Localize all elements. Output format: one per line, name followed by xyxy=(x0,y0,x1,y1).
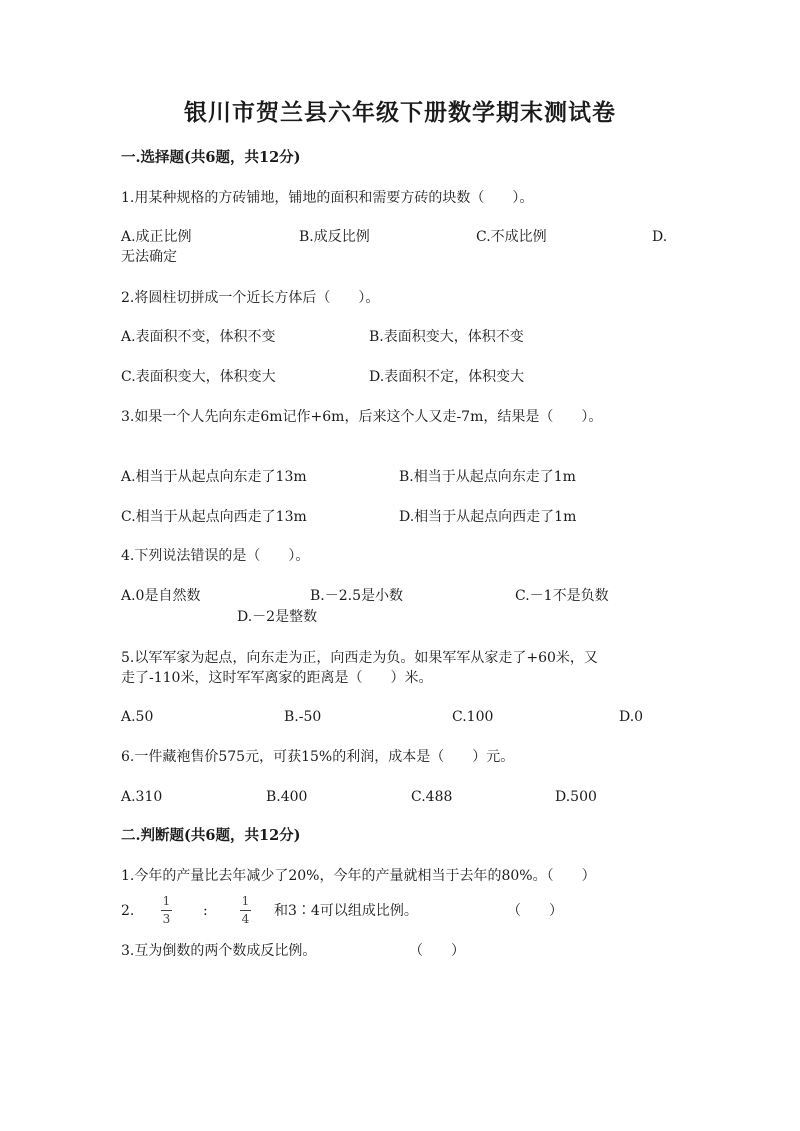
question-2-option-a: A.表面积不变，体积不变 xyxy=(121,329,276,345)
question-6-option-c: C.488 xyxy=(411,789,453,805)
question-2-stem: 2.将圆柱切拼成一个近长方体后（ ）。 xyxy=(121,290,380,306)
question-1-option-a: A.成正比例 xyxy=(121,229,192,245)
question-3-option-d: D.相当于从起点向西走了1m xyxy=(399,509,577,525)
question-1-option-b: B.成反比例 xyxy=(299,229,370,245)
question-5-option-c: C.100 xyxy=(452,709,494,725)
judge-3-answer-blank: （ ） xyxy=(409,943,465,959)
question-6-option-a: A.310 xyxy=(121,789,163,805)
judge-1-stem: 1.今年的产量比去年减少了20%，今年的产量就相当于去年的80%。（ ） xyxy=(121,868,596,884)
question-5-option-d: D.0 xyxy=(619,709,644,725)
ratio-colon: : xyxy=(203,903,208,919)
question-4-option-c: C.－1不是负数 xyxy=(515,588,609,604)
question-5-option-b: B.-50 xyxy=(284,709,322,725)
question-3-option-c: C.相当于从起点向西走了13m xyxy=(121,509,307,525)
question-6-stem: 6.一件藏袍售价575元，可获15%的利润，成本是（ ）元。 xyxy=(121,749,515,765)
fraction-bar xyxy=(240,910,251,911)
judge-2-answer-blank: （ ） xyxy=(507,903,563,919)
section-heading-judgement: 二.判断题(共6题，共12分) xyxy=(121,827,301,844)
section-heading-choice: 一.选择题(共6题，共12分) xyxy=(121,149,301,166)
question-3-option-a: A.相当于从起点向东走了13m xyxy=(121,469,307,485)
fraction-one-quarter xyxy=(240,894,251,927)
fraction-denominator: 3 xyxy=(162,912,171,926)
fraction-numerator: 1 xyxy=(162,894,171,908)
question-2-option-d: D.表面积不定，体积变大 xyxy=(369,369,525,385)
fraction-numerator: 1 xyxy=(241,894,250,908)
question-2-option-b: B.表面积变大，体积不变 xyxy=(369,329,524,345)
question-5-stem-line2: 走了-110米，这时军军离家的距离是（ ）米。 xyxy=(121,670,433,686)
judge-2-number: 2. xyxy=(121,903,135,919)
fraction-denominator: 4 xyxy=(241,912,250,926)
question-6-option-d: D.500 xyxy=(555,789,597,805)
judge-3-stem: 3.互为倒数的两个数成反比例。 xyxy=(121,943,317,959)
question-3-option-b: B.相当于从起点向东走了1m xyxy=(399,469,576,485)
judge-2-text: 和3∶4可以组成比例。 xyxy=(274,903,418,919)
question-4-stem: 4.下列说法错误的是（ ）。 xyxy=(121,548,310,564)
question-1-stem: 1.用某种规格的方砖铺地，铺地的面积和需要方砖的块数（ ）。 xyxy=(121,190,534,206)
question-4-option-b: B.－2.5是小数 xyxy=(310,588,404,604)
question-1-option-d: D. xyxy=(652,229,668,245)
fraction-one-third xyxy=(161,894,172,927)
page-title: 银川市贺兰县六年级下册数学期末测试卷 xyxy=(184,99,616,126)
question-1-option-d-text: 无法确定 xyxy=(121,249,177,265)
fraction-bar xyxy=(161,910,172,911)
question-5-stem-line1: 5.以军军家为起点，向东走为正，向西走为负。如果军军从家走了+60米，又 xyxy=(121,650,598,666)
question-1-option-c: C.不成比例 xyxy=(476,229,547,245)
question-4-option-a: A.0是自然数 xyxy=(121,588,201,604)
question-6-option-b: B.400 xyxy=(266,789,308,805)
question-2-option-c: C.表面积变大，体积变大 xyxy=(121,369,276,385)
question-3-stem: 3.如果一个人先向东走6m记作+6m，后来这个人又走-7m，结果是（ ）。 xyxy=(121,409,603,425)
question-4-option-d: D.－2是整数 xyxy=(237,609,318,625)
question-5-option-a: A.50 xyxy=(121,709,154,725)
